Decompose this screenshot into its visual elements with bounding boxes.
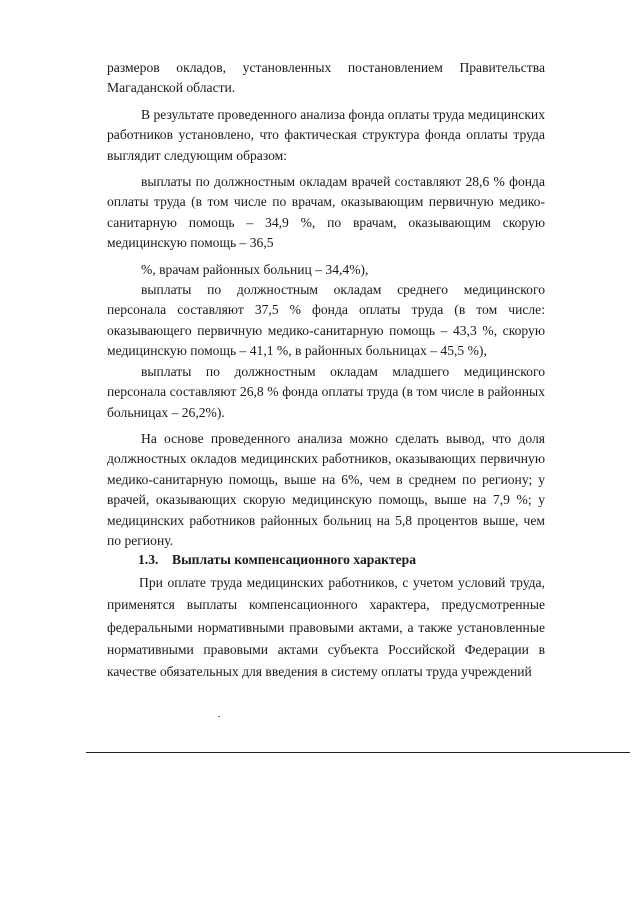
paragraph-compensation: При оплате труда медицинских работников, с учетом условий труда, применятся выплаты компенсационного характера, предусмотренные федеральными нормативными правовыми актами, а также установленные нормативными правовыми актами субъекта Российской Федерации в качестве обязательных для введения в систему оплаты труда учреждений xyxy=(107,575,545,680)
paragraph-conclusion: На основе проведенного анализа можно сделать вывод, что доля должностных окладов медицинских работников, оказывающих первичную медико-санитарную помощь, выше на 6%, чем в среднем по региону; у врачей, оказывающих скорую медицинскую помощь, выше на 7,9 %; у медицинских работников районных больниц на 5,8 процентов выше, чем по региону. xyxy=(107,430,545,548)
scan-speck xyxy=(218,716,220,717)
paragraph-doctors-continued: %, врачам районных больниц – 34,4%), xyxy=(141,261,369,277)
section-body xyxy=(107,572,545,683)
paragraph-analysis-intro: В результате проведенного анализа фонда оплаты труда медицинских работников установлено, что фактическая структура фонда оплаты труда выглядит следующим образом: xyxy=(107,106,545,163)
paragraph-continuation: размеров окладов, установленных постановлением Правительства Магаданской области. xyxy=(107,60,545,96)
section-number: 1.3. xyxy=(138,552,159,567)
section-title: Выплаты компенсационного характера xyxy=(172,552,417,567)
paragraph-middle-staff: выплаты по должностным окладам среднего медицинского персонала составляют 37,5 % фонда оплаты труда (в том числе: оказывающего первичную медико-санитарную помощь – 43,3 %, скорую медицинскую помощь – 41,1 %, в районных больницах – 45,5 %), xyxy=(107,282,545,359)
section-heading xyxy=(138,552,416,568)
body-text xyxy=(107,58,545,551)
footer-divider xyxy=(86,752,630,753)
paragraph-doctors: выплаты по должностным окладам врачей составляют 28,6 % фонда оплаты труда (в том числе по врачам, оказывающим первичную медико-санитарную помощь – 34,9 %, по врачам, оказывающим скорую медицинскую помощь – 36,5 xyxy=(107,174,545,251)
paragraph-junior-staff: выплаты по должностным окладам младшего медицинского персонала составляют 26,8 % фонда оплаты труда (в том числе в районных больницах – 26,2%). xyxy=(107,363,545,420)
